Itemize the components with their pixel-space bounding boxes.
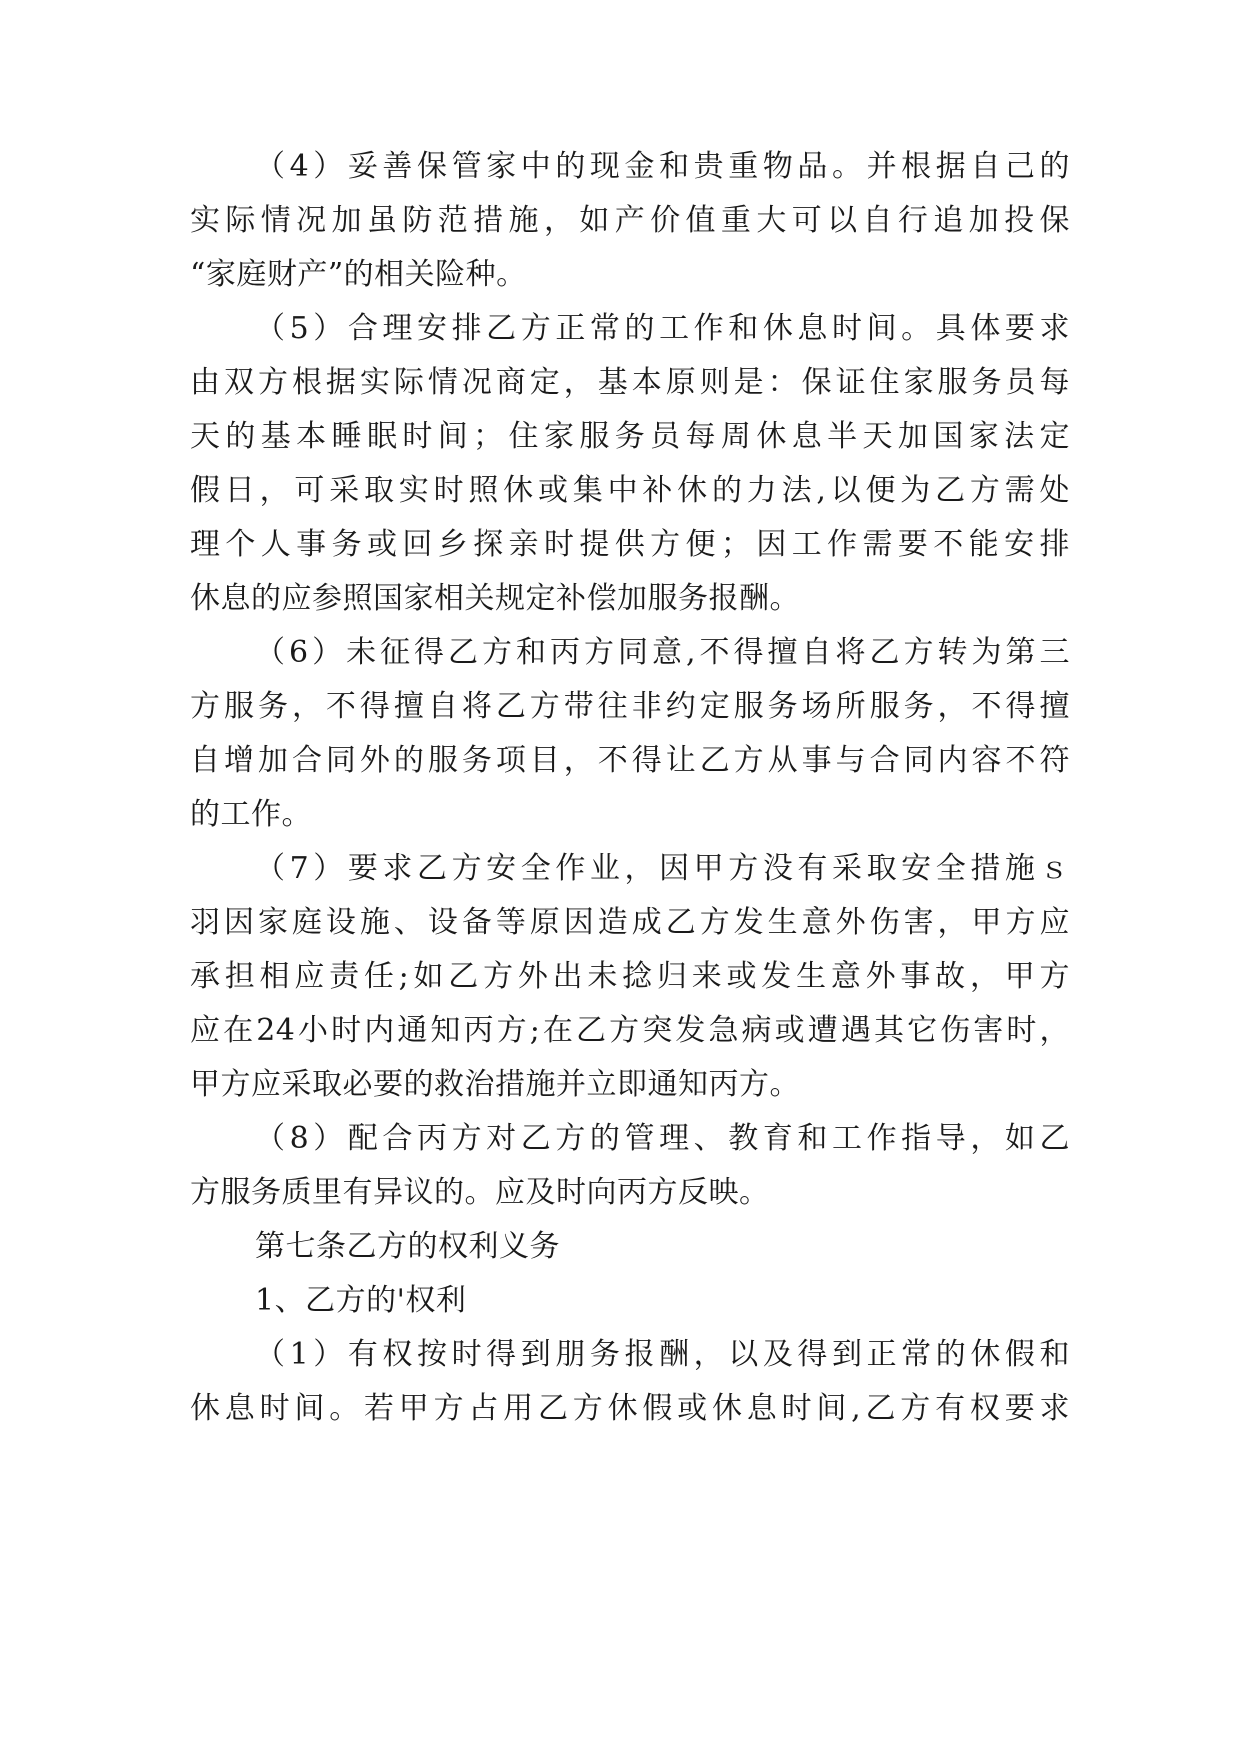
paragraph-line: 应在24小时内通知丙方;在乙方突发急病或遭遇其它伤害时， (190, 1013, 1070, 1048)
paragraph-line: “家庭财产”的相关险种。 (190, 257, 527, 292)
subsection-heading: 1、乙方的'权利 (255, 1283, 467, 1318)
paragraph-line: 天的基本睡眠时间；住家服务员每周休息半天加国家法定 (190, 419, 1070, 454)
paragraph-line: 休息时间。若甲方占用乙方休假或休息时间,乙方有权要求 (190, 1391, 1070, 1426)
paragraph-line: （5）合理安排乙方正常的工作和休息时间。具体要求 (255, 311, 1070, 346)
paragraph-line: 自增加合同外的服务项目，不得让乙方从事与合同内容不符 (190, 743, 1070, 778)
paragraph-line: （8）配合丙方对乙方的管理、教育和工作指导，如乙 (255, 1121, 1070, 1156)
paragraph-line: 甲方应采取必要的救治措施并立即通知丙方。 (190, 1067, 800, 1102)
paragraph-line: 羽因家庭设施、设备等原因造成乙方发生意外伤害，甲方应 (190, 905, 1070, 940)
section-heading: 第七条乙方的权利义务 (255, 1229, 560, 1264)
paragraph-line: 假日，可采取实时照休或集中补休的力法,以便为乙方需处 (190, 473, 1070, 508)
paragraph-line: 实际情况加虽防范措施，如产价值重大可以自行追加投保 (190, 203, 1070, 238)
paragraph-line: 休息的应参照国家相关规定补偿加服务报酬。 (190, 581, 800, 616)
paragraph-line: 方服务质里有异议的。应及时向丙方反映。 (190, 1175, 770, 1210)
paragraph-line: （7）要求乙方安全作业，因甲方没有采取安全措施ｓ (255, 851, 1070, 886)
paragraph-line: （1）有权按时得到朋务报酬，以及得到正常的休假和 (255, 1337, 1070, 1372)
paragraph-line: 的工作。 (190, 797, 312, 832)
paragraph-line: 由双方根据实际情况商定，基本原则是：保证住家服务员每 (190, 365, 1070, 400)
paragraph-line: 理个人事务或回乡探亲时提供方便；因工作需要不能安排 (190, 527, 1070, 562)
paragraph-line: （6）未征得乙方和丙方同意,不得擅自将乙方转为第三 (255, 635, 1070, 670)
paragraph-line: 方服务，不得擅自将乙方带往非约定服务场所服务，不得擅 (190, 689, 1070, 724)
paragraph-line: （4）妥善保管家中的现金和贵重物品。并根据自己的 (255, 149, 1070, 184)
paragraph-line: 承担相应责任;如乙方外出未捻归来或发生意外事故，甲方 (190, 959, 1070, 994)
